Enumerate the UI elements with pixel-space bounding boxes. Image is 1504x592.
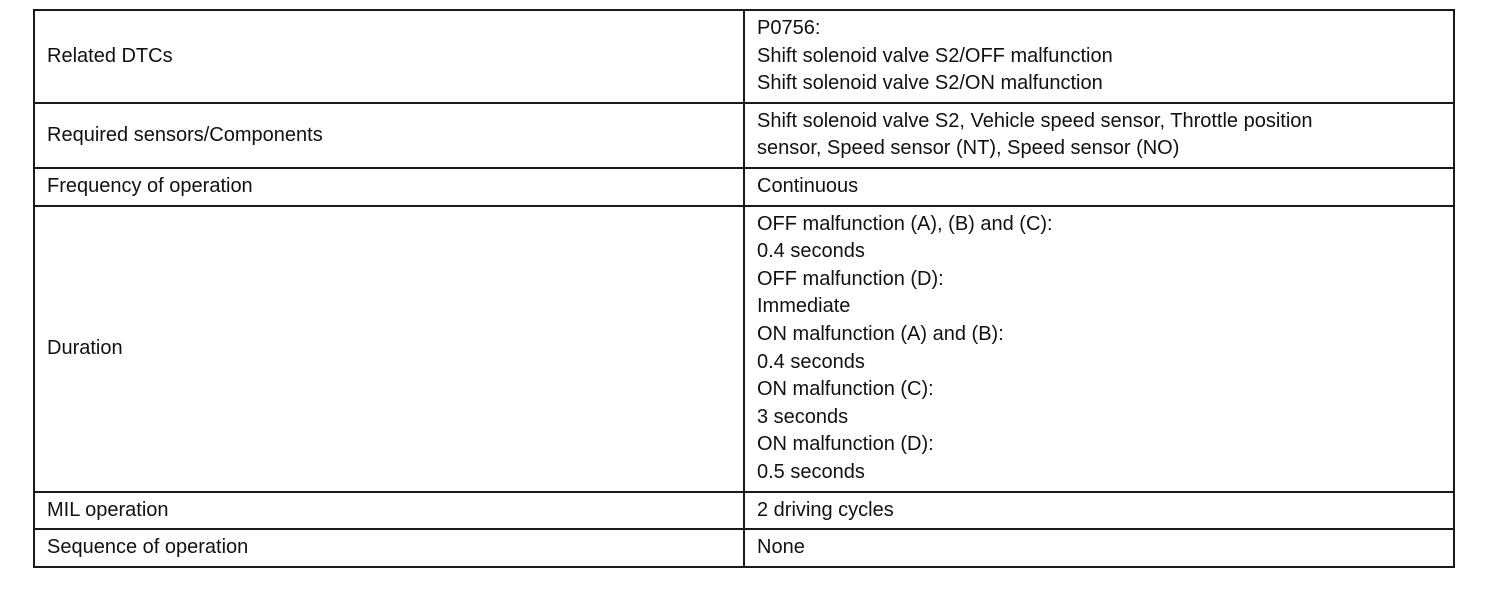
- row-label: Sequence of operation: [34, 529, 744, 567]
- row-label: Duration: [34, 206, 744, 492]
- row-value: [744, 206, 1454, 492]
- table-row-duration: [34, 206, 1454, 492]
- monitor-spec-table: [33, 9, 1455, 568]
- row-label: MIL operation: [34, 492, 744, 530]
- table-row-related-dtcs: [34, 10, 1454, 103]
- table-row-sequence: [34, 529, 1454, 567]
- value-line: None: [757, 536, 805, 559]
- table-row-frequency: [34, 168, 1454, 206]
- row-value: [744, 529, 1454, 567]
- value-line: ON malfunction (D):: [757, 433, 934, 456]
- value-line: Shift solenoid valve S2, Vehicle speed sensor, Throttle position: [757, 109, 1313, 132]
- value-line: Shift solenoid valve S2/ON malfunction: [757, 72, 1103, 95]
- value-line: ON malfunction (A) and (B):: [757, 322, 1004, 345]
- value-line: Continuous: [757, 174, 859, 197]
- value-line: Shift solenoid valve S2/OFF malfunction: [757, 44, 1113, 67]
- value-line: sensor, Speed sensor (NT), Speed sensor (NO): [757, 137, 1180, 160]
- value-line: 3 seconds: [757, 405, 849, 428]
- row-value: [744, 10, 1454, 103]
- value-line: 0.4 seconds: [757, 350, 865, 373]
- row-value: [744, 168, 1454, 206]
- row-value: [744, 492, 1454, 530]
- value-line: OFF malfunction (D):: [757, 267, 944, 290]
- row-value: [744, 103, 1454, 168]
- value-line: 0.4 seconds: [757, 240, 865, 263]
- row-label: Related DTCs: [34, 10, 744, 103]
- value-line: OFF malfunction (A), (B) and (C):: [757, 212, 1053, 235]
- value-line: Immediate: [757, 295, 851, 318]
- table-row-mil-operation: [34, 492, 1454, 530]
- value-line: 0.5 seconds: [757, 460, 865, 483]
- table-row-required-sensors: [34, 103, 1454, 168]
- row-label: Required sensors/Components: [34, 103, 744, 168]
- value-line: P0756:: [757, 17, 821, 39]
- value-line: ON malfunction (C):: [757, 378, 934, 401]
- value-line: 2 driving cycles: [757, 498, 894, 521]
- row-label: Frequency of operation: [34, 168, 744, 206]
